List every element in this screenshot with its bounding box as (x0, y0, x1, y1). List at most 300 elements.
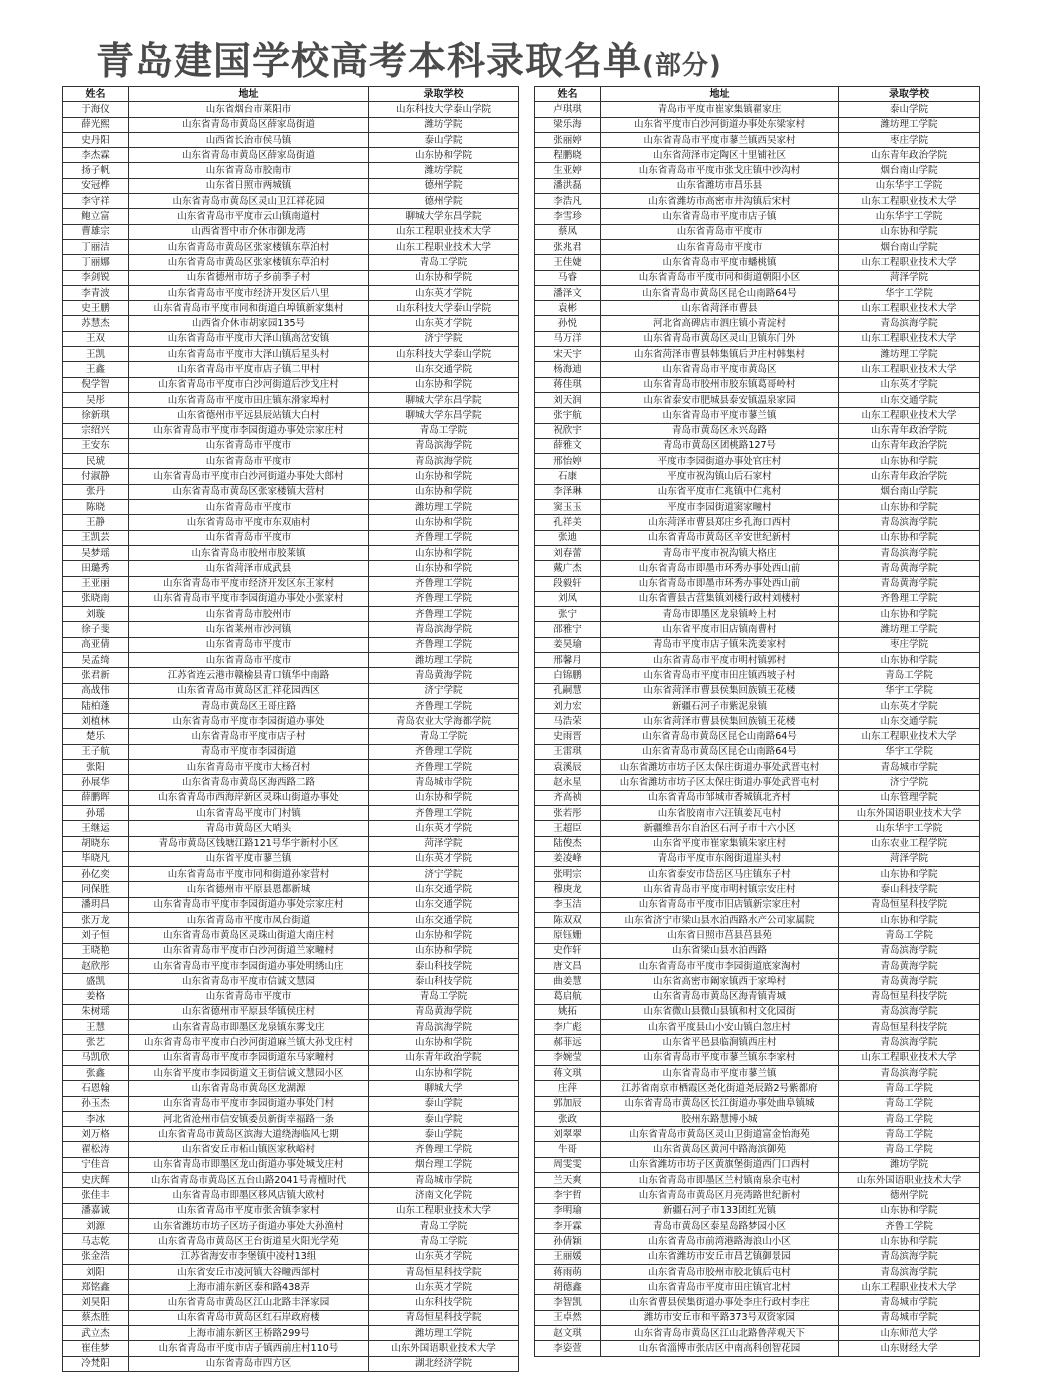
school-cell: 山东协和学院 (839, 224, 980, 239)
school-cell: 青岛工学院 (839, 1096, 980, 1111)
student-name-cell: 赵永星 (535, 775, 601, 790)
student-name-cell: 宗绍兴 (63, 423, 129, 438)
school-cell: 山东交通学院 (369, 913, 519, 928)
table-row (63, 362, 519, 377)
school-cell: 山东协和学院 (369, 545, 519, 560)
address-cell: 山东省淄博市张店区中南高科创智花园 (601, 1341, 839, 1356)
school-cell: 青岛城市学院 (839, 1310, 980, 1325)
student-name-cell: 袁溪辰 (535, 760, 601, 775)
student-name-cell: 王慧 (63, 1020, 129, 1035)
student-name-cell: 王继运 (63, 821, 129, 836)
school-cell: 山东协和学院 (369, 469, 519, 484)
address-cell: 山东省德州市平原县恩都新城 (129, 882, 369, 897)
table-row (63, 500, 519, 515)
school-cell: 山东英才学院 (369, 285, 519, 300)
student-name-cell: 潘洪磊 (535, 178, 601, 193)
table-row (63, 760, 519, 775)
school-cell: 山东交通学院 (369, 897, 519, 912)
address-cell: 山东省济宁市梁山县水泊西路水产公司家属院 (601, 913, 839, 928)
header-name: 姓名 (63, 87, 129, 102)
address-cell: 山东省青岛市平度市蓼兰镇 (601, 1066, 839, 1081)
table-row (535, 530, 980, 545)
table-row (535, 1203, 980, 1218)
school-cell: 华宇工学院 (839, 285, 980, 300)
table-row (535, 867, 980, 882)
address-cell: 山东省菏泽市成武县 (129, 561, 369, 576)
table-row (535, 652, 980, 667)
table-row (535, 1234, 980, 1249)
school-cell: 山东青年政治学院 (369, 1050, 519, 1065)
school-cell: 齐鲁工学院 (839, 1218, 980, 1233)
table-row (63, 239, 519, 254)
school-cell: 山东青年政治学院 (839, 438, 980, 453)
table-row (535, 1004, 980, 1019)
address-cell: 山东省青岛市即墨市环秀办事处西山前 (601, 576, 839, 591)
header-row (535, 87, 980, 102)
table-row (535, 1020, 980, 1035)
table-row (63, 561, 519, 576)
school-cell: 山东外国语职业技术大学 (839, 805, 980, 820)
school-cell: 山东协和学院 (839, 867, 980, 882)
student-name-cell: 牛哥 (535, 1142, 601, 1157)
table-row (535, 224, 980, 239)
student-name-cell: 李开霖 (535, 1218, 601, 1233)
address-cell: 山东省青岛市平度市田庄镇东滑家埠村 (129, 392, 369, 407)
school-cell: 青岛工学院 (839, 1081, 980, 1096)
school-cell: 青岛恒星科技学院 (839, 897, 980, 912)
address-cell: 山东省青岛市即墨市环秀办事处西山前 (601, 561, 839, 576)
table-row (63, 591, 519, 606)
school-cell: 潍坊理工学院 (839, 347, 980, 362)
school-cell: 泰山学院 (369, 1111, 519, 1126)
student-name-cell: 张艺 (63, 1035, 129, 1050)
address-cell: 山东省青岛市平度市李园街道办事处门村 (129, 1096, 369, 1111)
school-cell: 青岛城市学院 (839, 760, 980, 775)
address-cell: 青岛市平度市崔家集镇翟家庄 (601, 102, 839, 117)
school-cell: 山东英才学院 (369, 1280, 519, 1295)
school-cell: 华宇工学院 (839, 744, 980, 759)
address-cell: 山东省青岛市平度市同和街道朝阳小区 (601, 270, 839, 285)
school-cell: 烟台南山学院 (839, 239, 980, 254)
school-cell: 德州学院 (369, 178, 519, 193)
table-row (63, 867, 519, 882)
student-name-cell: 王卓然 (535, 1310, 601, 1325)
student-name-cell: 孙玉杰 (63, 1096, 129, 1111)
student-name-cell: 苏慧杰 (63, 316, 129, 331)
school-cell: 枣庄学院 (839, 637, 980, 652)
table-row (535, 1081, 980, 1096)
school-cell: 齐鲁理工学院 (369, 1142, 519, 1157)
table-row (535, 301, 980, 316)
header-address: 地址 (129, 87, 369, 102)
table-row (535, 500, 980, 515)
school-cell: 山东工程职业技术大学 (839, 301, 980, 316)
student-name-cell: 马睿 (535, 270, 601, 285)
address-cell: 山东省德州市坊子乡前季子村 (129, 270, 369, 285)
address-cell: 山东省青岛市平度市同和街道孙家营村 (129, 867, 369, 882)
address-cell: 山东省青岛市平度市李园街道办事处明绣山庄 (129, 958, 369, 973)
school-cell: 青岛工学院 (369, 729, 519, 744)
address-cell: 山东省青岛市西海岸新区灵珠山街道办事处 (129, 790, 369, 805)
student-name-cell: 马万洋 (535, 331, 601, 346)
address-cell: 山东省青岛市平度市 (129, 652, 369, 667)
title-suffix: (部分) (642, 51, 722, 81)
student-name-cell: 王静 (63, 515, 129, 530)
student-name-cell: 李浩凡 (535, 194, 601, 209)
address-cell: 山东省青岛市平度市蟠桃镇 (601, 255, 839, 270)
table-row (535, 897, 980, 912)
table-row (535, 744, 980, 759)
address-cell: 山东省潍坊市坊子区黄旗堡街道西门口西村 (601, 1157, 839, 1172)
address-cell: 山东省青岛市平度市李园街道底家淘村 (601, 958, 839, 973)
address-cell: 山东省青岛平度市门村镇 (129, 805, 369, 820)
table-row (535, 347, 980, 362)
table-row (63, 408, 519, 423)
left-table (62, 86, 519, 1372)
school-cell: 齐鲁理工学院 (369, 637, 519, 652)
address-cell: 山东省青岛市黄岛区昆仑山南路64号 (601, 744, 839, 759)
address-cell: 山东省平邑县临涧镇西庄村 (601, 1035, 839, 1050)
student-name-cell: 翟松涛 (63, 1142, 129, 1157)
school-cell: 山东工程职业技术大学 (839, 1050, 980, 1065)
address-cell: 山东省青岛市四方区 (129, 1356, 369, 1371)
table-row (535, 1188, 980, 1203)
table-row (535, 1035, 980, 1050)
table-row (63, 1050, 519, 1065)
address-cell: 上海市浦东新区王桥路299号 (129, 1326, 369, 1341)
address-cell: 山东省微山县微山县镇和村文化园街 (601, 1004, 839, 1019)
student-name-cell: 徐子斐 (63, 622, 129, 637)
student-name-cell: 刘子恒 (63, 928, 129, 943)
school-cell: 潍坊学院 (369, 117, 519, 132)
student-name-cell: 刘翠翠 (535, 1127, 601, 1142)
student-name-cell: 段毅轩 (535, 576, 601, 591)
address-cell: 山东省潍坊市昌乐县 (601, 178, 839, 193)
table-row (63, 1111, 519, 1126)
address-cell: 胶州东路慧博小城 (601, 1111, 839, 1126)
table-row (535, 1111, 980, 1126)
school-cell: 泰山学院 (369, 132, 519, 147)
table-row (535, 239, 980, 254)
student-name-cell: 张晓南 (63, 591, 129, 606)
table-row (63, 1280, 519, 1295)
school-cell: 青岛工学院 (839, 928, 980, 943)
school-cell: 齐鲁理工学院 (369, 576, 519, 591)
student-name-cell: 李雪珍 (535, 209, 601, 224)
table-row (535, 209, 980, 224)
table-row (535, 1218, 980, 1233)
address-cell: 山东省潍坊市高密市井沟镇后宋村 (601, 194, 839, 209)
student-name-cell: 王丽媛 (535, 1249, 601, 1264)
school-cell: 山东青年政治学院 (839, 423, 980, 438)
student-name-cell: 刘春蕾 (535, 545, 601, 560)
student-name-cell: 宋天宇 (535, 347, 601, 362)
student-name-cell: 刘源 (63, 1218, 129, 1233)
student-name-cell: 王佳婕 (535, 255, 601, 270)
school-cell: 齐鲁理工学院 (369, 760, 519, 775)
table-row (63, 454, 519, 469)
student-name-cell: 宁佳音 (63, 1157, 129, 1172)
address-cell: 山东省胶南市六汪镇姜瓦屯村 (601, 805, 839, 820)
school-cell: 青岛滨海学院 (839, 316, 980, 331)
table-row (535, 836, 980, 851)
address-cell: 山东省青岛市黄岛区海西路二路 (129, 775, 369, 790)
table-row (63, 1326, 519, 1341)
address-cell: 山东省青岛市黄岛区薛家岛街道 (129, 117, 369, 132)
table-row (535, 1264, 980, 1279)
table-row (63, 1081, 519, 1096)
table-row (63, 132, 519, 147)
student-name-cell: 李剑锐 (63, 270, 129, 285)
table-row (535, 591, 980, 606)
address-cell: 山东省日照市莒县莒县苑 (601, 928, 839, 943)
address-cell: 青岛市黄岛区团桃路127号 (601, 438, 839, 453)
table-row (63, 1004, 519, 1019)
table-row (63, 117, 519, 132)
school-cell: 潍坊理工学院 (369, 500, 519, 515)
student-name-cell: 王亚丽 (63, 576, 129, 591)
address-cell: 山东省曹县侯集街道办事处李庄行政村李庄 (601, 1295, 839, 1310)
address-cell: 山东省平度市崔家集镇朱家庄村 (601, 836, 839, 851)
address-cell: 山西省晋中市介休市御龙湾 (129, 224, 369, 239)
address-cell: 山东省青岛市平度市白沙河街道兰家疃村 (129, 943, 369, 958)
student-name-cell: 李守祥 (63, 194, 129, 209)
address-cell: 山东省青岛市平度市明村镇宗安庄村 (601, 882, 839, 897)
table-row (535, 163, 980, 178)
table-row (535, 821, 980, 836)
student-name-cell: 张佳丰 (63, 1188, 129, 1203)
table-row (63, 1096, 519, 1111)
table-row (63, 1249, 519, 1264)
address-cell: 山东省青岛市胶州市 (129, 607, 369, 622)
address-cell: 山东省青岛市平度市张戈庄镇中沙沟村 (601, 163, 839, 178)
student-name-cell: 张金浩 (63, 1249, 129, 1264)
school-cell: 青岛滨海学院 (369, 438, 519, 453)
school-cell: 山东协和学院 (369, 943, 519, 958)
table-row (63, 744, 519, 759)
student-name-cell: 李广彪 (535, 1020, 601, 1035)
header-school: 录取学校 (369, 87, 519, 102)
table-row (535, 408, 980, 423)
student-name-cell: 李智凯 (535, 1295, 601, 1310)
student-name-cell: 陆柏蓬 (63, 698, 129, 713)
table-row (535, 1280, 980, 1295)
school-cell: 青岛滨海学院 (839, 1264, 980, 1279)
school-cell: 山东工程职业技术大学 (839, 362, 980, 377)
table-row (63, 1218, 519, 1233)
student-name-cell: 李青波 (63, 285, 129, 300)
school-cell: 山东科技学院 (369, 1295, 519, 1310)
table-row (535, 148, 980, 163)
school-cell: 泰山学院 (369, 1096, 519, 1111)
address-cell: 山东省青岛市黄岛区汇祥花园西区 (129, 683, 369, 698)
address-cell: 山东省青岛市平度市经济开发区后八里 (129, 285, 369, 300)
address-cell: 山东省青岛市平度市 (129, 454, 369, 469)
address-cell: 山东省青岛市平度市 (129, 438, 369, 453)
school-cell: 山东工程职业技术大学 (839, 1280, 980, 1295)
student-name-cell: 潘泽文 (535, 285, 601, 300)
student-name-cell: 孔嗣慧 (535, 683, 601, 698)
table-row (535, 989, 980, 1004)
school-cell: 山东协和学院 (839, 607, 980, 622)
table-row (63, 775, 519, 790)
table-row (63, 882, 519, 897)
table-row (63, 347, 519, 362)
school-cell: 山东协和学院 (839, 1234, 980, 1249)
table-row (535, 423, 980, 438)
table-row (63, 194, 519, 209)
address-cell: 山东省平度市旧店镇南曹村 (601, 622, 839, 637)
student-name-cell: 张丹 (63, 484, 129, 499)
school-cell: 山东交通学院 (369, 882, 519, 897)
address-cell: 山东省青岛市平度市李园街道办事处宗家庄村 (129, 897, 369, 912)
table-row (63, 683, 519, 698)
address-cell: 青岛市平度市店子镇朱洗姜家村 (601, 637, 839, 652)
school-cell: 山东青年政治学院 (839, 469, 980, 484)
table-row (63, 1142, 519, 1157)
table-row (535, 576, 980, 591)
page-title (96, 30, 722, 85)
student-name-cell: 史雨晋 (535, 729, 601, 744)
school-cell: 齐鲁理工学院 (369, 805, 519, 820)
school-cell: 青岛恒星科技学院 (369, 1310, 519, 1325)
address-cell: 山东省青岛市平度市田庄镇西坡子村 (601, 668, 839, 683)
school-cell: 德州学院 (369, 194, 519, 209)
address-cell: 山东省菏泽市定陶区十里铺社区 (601, 148, 839, 163)
table-row (63, 928, 519, 943)
table-row (535, 194, 980, 209)
address-cell: 江苏省海安市李堡镇中凌村13组 (129, 1249, 369, 1264)
student-name-cell: 张明宗 (535, 867, 601, 882)
table-row (63, 1203, 519, 1218)
table-row (63, 836, 519, 851)
address-cell: 山东省青岛市即墨区龙泉镇东雾戈庄 (129, 1020, 369, 1035)
school-cell: 潍坊学院 (839, 1157, 980, 1172)
table-row (535, 377, 980, 392)
table-row (535, 668, 980, 683)
table-row (63, 438, 519, 453)
student-name-cell: 冷梵阳 (63, 1356, 129, 1371)
school-cell: 青岛黄海学院 (839, 958, 980, 973)
student-name-cell: 胡晓东 (63, 836, 129, 851)
table-row (535, 392, 980, 407)
school-cell: 青岛工学院 (369, 423, 519, 438)
student-name-cell: 薛雅文 (535, 438, 601, 453)
school-cell: 青岛滨海学院 (839, 1066, 980, 1081)
school-cell: 山东外国语职业技术大学 (839, 1173, 980, 1188)
student-name-cell: 庄萍 (535, 1081, 601, 1096)
table-row (63, 1356, 519, 1371)
student-name-cell: 于海仪 (63, 102, 129, 117)
address-cell: 山东省青岛市黄岛区灵山卫江祥花园 (129, 194, 369, 209)
student-name-cell: 吴孟绮 (63, 652, 129, 667)
school-cell: 山东英才学院 (369, 851, 519, 866)
table-row (535, 1142, 980, 1157)
table-row (535, 515, 980, 530)
student-name-cell: 刘植林 (63, 714, 129, 729)
address-cell: 山东省青岛市平度市蓼兰镇西吴家村 (601, 132, 839, 147)
address-cell: 山东省青岛市平度市店子镇 (601, 209, 839, 224)
address-cell: 山东省青岛市黄岛区张家楼镇东草泊村 (129, 239, 369, 254)
school-cell: 泰山学院 (369, 1127, 519, 1142)
student-name-cell: 民琥 (63, 454, 129, 469)
table-row (535, 943, 980, 958)
address-cell: 山东省青岛市黄岛区灵珠山街道大南庄村 (129, 928, 369, 943)
student-name-cell: 郝菲远 (535, 1035, 601, 1050)
address-cell: 江苏省南京市栖霞区尧化街道尧辰路2号紫都府 (601, 1081, 839, 1096)
table-row (535, 117, 980, 132)
address-cell: 青岛市黄岛区泰星岛路梦园小区 (601, 1218, 839, 1233)
table-row (535, 132, 980, 147)
student-name-cell: 史王鹏 (63, 301, 129, 316)
address-cell: 山东省青岛市黄岛区灵山卫街道富金怡海苑 (601, 1127, 839, 1142)
address-cell: 山东省青岛市平度市李园街道办事处小张家村 (129, 591, 369, 606)
address-cell: 山东省青岛市胶州市胶北镇后屯村 (601, 1264, 839, 1279)
student-name-cell: 程鹏晓 (535, 148, 601, 163)
student-name-cell: 邢馨月 (535, 652, 601, 667)
school-cell: 青岛黄海学院 (839, 974, 980, 989)
address-cell: 山东省青岛市平度市白沙河街道办事处大郎村 (129, 469, 369, 484)
student-name-cell: 孙瑶 (63, 805, 129, 820)
header-name: 姓名 (535, 87, 601, 102)
address-cell: 山东省平度县山小安山镇白忽庄村 (601, 1020, 839, 1035)
table-row (63, 714, 519, 729)
school-cell: 青岛滨海学院 (839, 943, 980, 958)
table-row (63, 729, 519, 744)
table-row (535, 484, 980, 499)
student-name-cell: 赵欣彤 (63, 958, 129, 973)
address-cell: 平度市李园街道办事处官庄村 (601, 454, 839, 469)
address-cell: 山东省青岛市前湾港路海浪山小区 (601, 1234, 839, 1249)
school-cell: 济宁学院 (369, 683, 519, 698)
address-cell: 青岛市平度市祝沟镇大格庄 (601, 545, 839, 560)
table-row (63, 897, 519, 912)
address-cell: 山东省青岛市平度市店子村 (129, 729, 369, 744)
address-cell: 山东省平度市蓼兰镇 (129, 851, 369, 866)
address-cell: 青岛市即墨区龙泉镇岭上村 (601, 607, 839, 622)
student-name-cell: 卢琪琪 (535, 102, 601, 117)
school-cell: 泰山学院 (839, 102, 980, 117)
table-row (535, 1341, 980, 1356)
school-cell: 青岛工学院 (839, 668, 980, 683)
student-name-cell: 张丽婷 (535, 132, 601, 147)
address-cell: 山东省泰安市肥城县泰安镇温泉家园 (601, 392, 839, 407)
table-row (63, 1173, 519, 1188)
school-cell: 山东协和学院 (369, 484, 519, 499)
student-name-cell: 张若彤 (535, 805, 601, 820)
address-cell: 山东省曹县古营集镇刘楼行政村刘楼村 (601, 591, 839, 606)
table-row (63, 148, 519, 163)
school-cell: 潍坊理工学院 (369, 1326, 519, 1341)
school-cell: 烟台南山学院 (839, 484, 980, 499)
student-name-cell: 石康 (535, 469, 601, 484)
school-cell: 山东华宇工学院 (839, 209, 980, 224)
school-cell: 枣庄学院 (839, 132, 980, 147)
school-cell: 山东工程职业技术大学 (369, 224, 519, 239)
student-name-cell: 梁乐海 (535, 117, 601, 132)
table-row (535, 1050, 980, 1065)
table-row (535, 331, 980, 346)
school-cell: 青岛黄海学院 (839, 576, 980, 591)
school-cell: 青岛黄海学院 (369, 1004, 519, 1019)
address-cell: 河北省高碑店市泗庄镇小青淀村 (601, 316, 839, 331)
student-name-cell: 丁丽洁 (63, 239, 129, 254)
table-row (535, 454, 980, 469)
table-row (535, 882, 980, 897)
school-cell: 山东英才学院 (369, 821, 519, 836)
table-row (63, 545, 519, 560)
address-cell: 山东省青岛市平度市 (601, 239, 839, 254)
